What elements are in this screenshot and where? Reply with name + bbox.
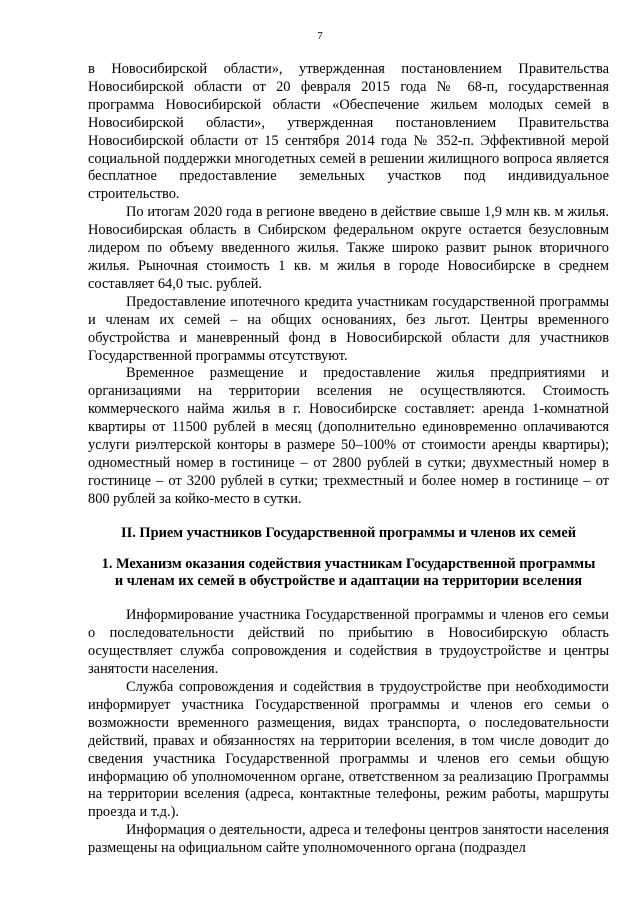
- paragraph-employment-centers: Информация о деятельности, адреса и телефоны центров занятости населения размещены на официальном сайте уполномоченного органа (подраздел: [88, 822, 609, 857]
- document-body: [88, 61, 609, 858]
- paragraph-continuation: в Новосибирской области», утвержденная постановлением Правительства Новосибирской области от 20 февраля 2015 года № 68-п, государственная программа Новосибирской области «Обеспечение жильем молодых семей в Новосибирской области», утвержденная постановлением Правительства Новосибирской области от 15 сентября 2014 года № 352-п. Эффективной мерой социальной поддержки многодетных семей в решении жилищного вопроса является бесплатное предоставление земельных участков под индивидуальное строительство.: [88, 61, 609, 203]
- paragraph-support-service: Служба сопровождения и содействия в трудоустройстве при необходимости информирует участника Государственной программы и членов его семьи о возможности временного размещения, видах транспорта, о последовательности действий, правах и обязанностях на территории вселения, в том числе доводит до сведения участника Государственной программы и членов его семьи общую информацию об уполномоченном органе, ответственном за реализацию Программы на территории вселения (адреса, контактные телефоны, режим работы, маршруты проезда и т.д.).: [88, 679, 609, 821]
- paragraph-informing: Информирование участника Государственной программы и членов его семьи о последовательности действий по прибытию в Новосибирскую область осуществляет служба сопровождения и содействия в трудоустройстве и центры занятости населения.: [88, 607, 609, 678]
- subsection-heading: [88, 556, 609, 592]
- subsection-heading-line2: и членам их семей в обустройстве и адаптации на территории вселения: [114, 573, 583, 590]
- subsection-heading-line1: 1. Механизм оказания содействия участникам Государственной программы: [101, 555, 596, 572]
- section-heading: II. Прием участников Государственной программы и членов их семей: [121, 524, 576, 541]
- paragraph-temporary-housing: Временное размещение и предоставление жилья предприятиями и организациями на территории вселения не осуществляются. Стоимость коммерческого найма жилья в г. Новосибирске составляет: аренда 1-комнатной квартиры от 11500 рублей в месяц (дополнительно единовременно оплачиваются услуги риэлтерской конторы в размере 50–100% от стоимости аренды квартиры); одноместный номер в гостинице – от 2800 рублей в сутки; двухместный номер в гостинице – от 3200 рублей в сутки; трехместный и более номер в гостинице – от 800 рублей за койко-место в сутки.: [88, 365, 609, 507]
- page-number: 7: [317, 30, 323, 42]
- paragraph-mortgage: Предоставление ипотечного кредита участникам государственной программы и членам их семей – на общих основаниях, без льгот. Центры временного обустройства и маневренный фонд в Новосибирской области для участников Государственной программы отсутствуют.: [88, 293, 609, 364]
- paragraph-housing-stats: По итогам 2020 года в регионе введено в действие свыше 1,9 млн кв. м жилья. Новосибирская область в Сибирском федеральном округе остается безусловным лидером по объему введенного жилья. Также широко развит рынок вторичного жилья. Рыночная стоимость 1 кв. м жилья в городе Новосибирске в среднем составляет 64,0 тыс. рублей.: [88, 204, 609, 292]
